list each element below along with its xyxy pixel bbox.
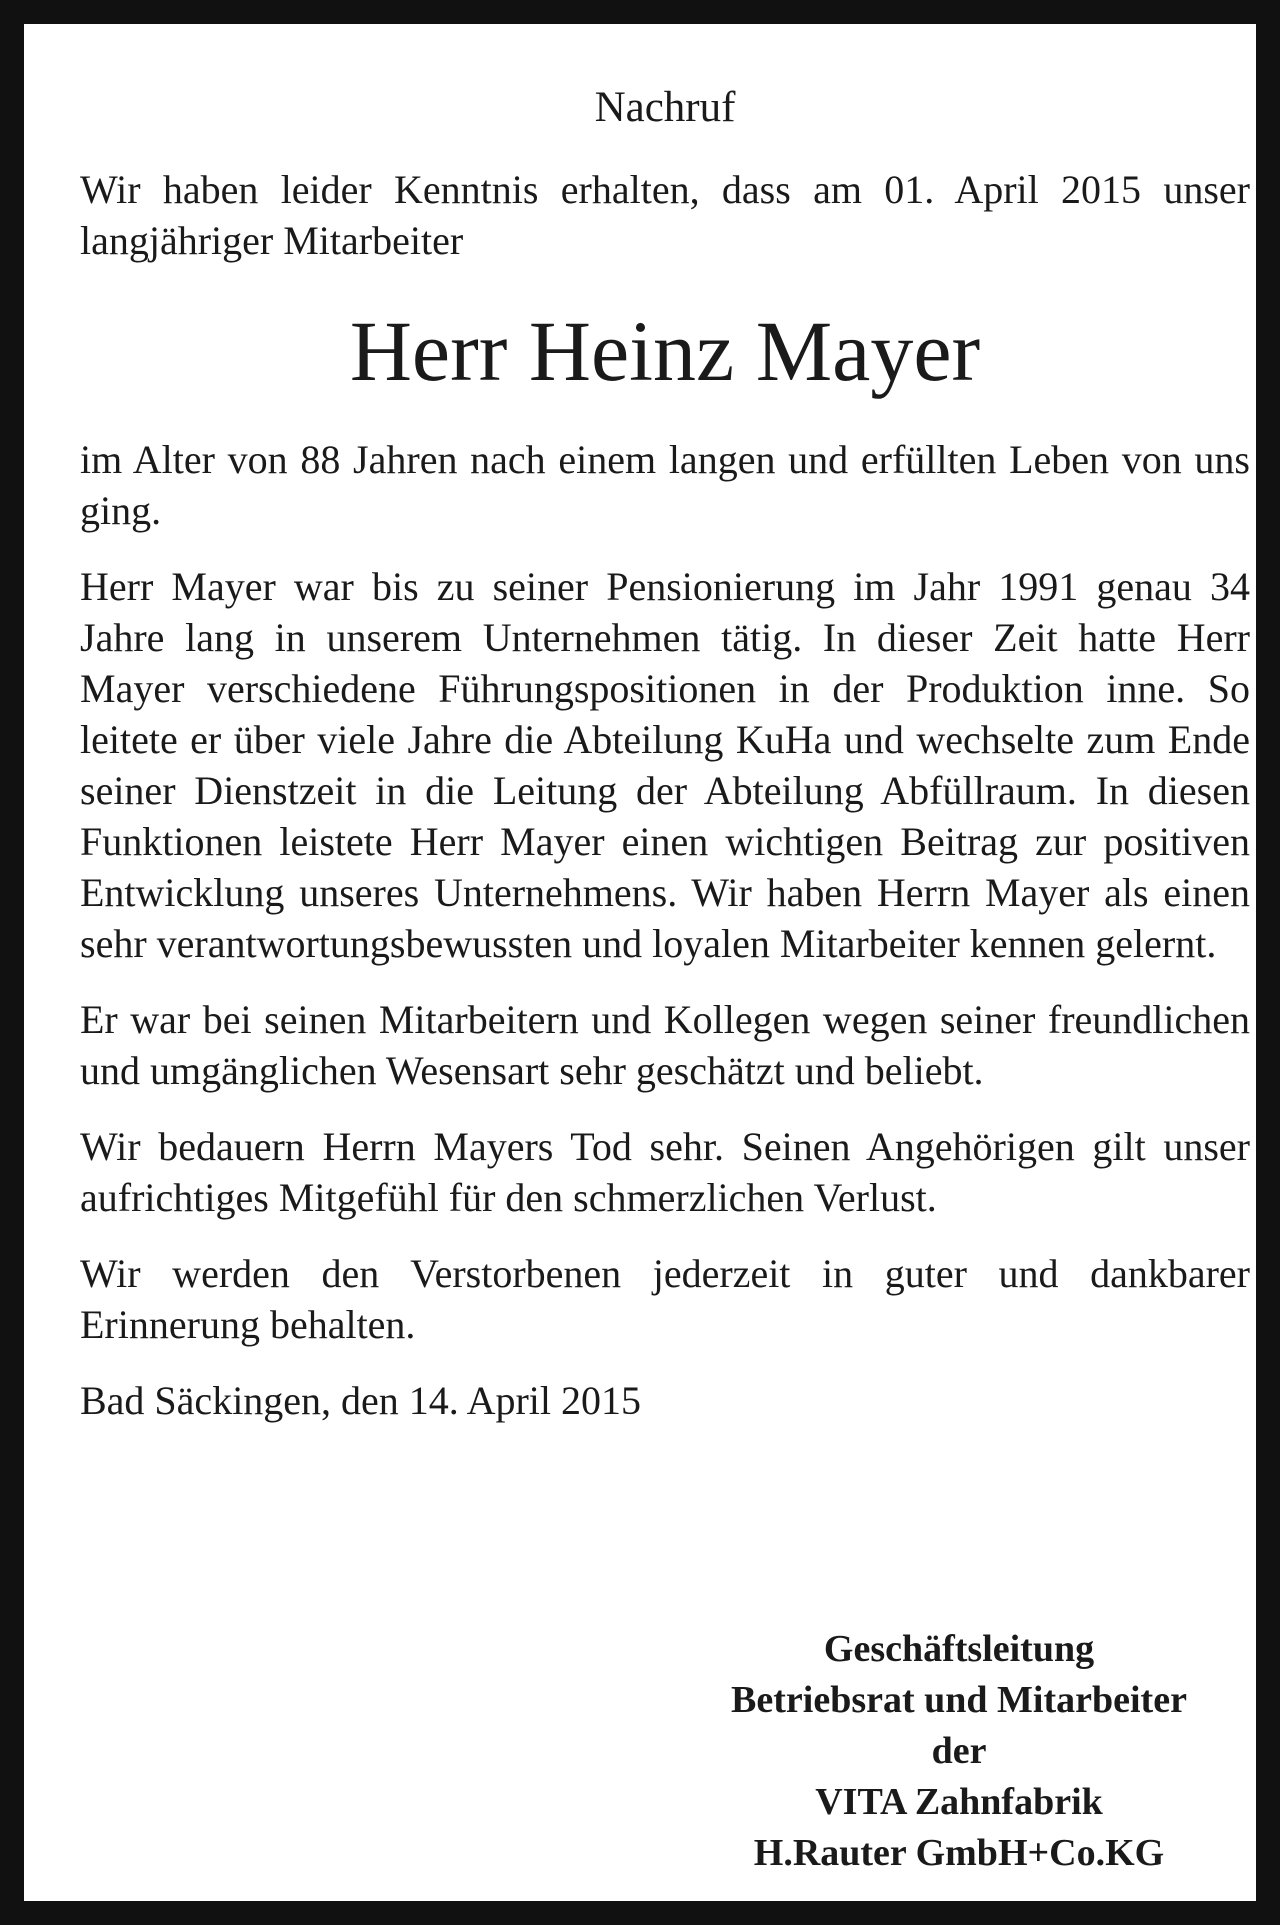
condolence-paragraph: Wir bedauern Herrn Mayers Tod sehr. Seinen Angehörigen gilt unser aufrichtiges Mitgefühl für den schmerzlichen Verlust. — [80, 1124, 1250, 1221]
signature-line: der — [931, 1730, 987, 1772]
signature-line: Geschäftsleitung — [823, 1628, 1095, 1670]
deceased-name: Herr Heinz Mayer — [349, 302, 981, 399]
obituary-heading: Nachruf — [594, 84, 736, 131]
signature-line: VITA Zahnfabrik — [815, 1781, 1103, 1823]
signature-line: H.Rauter GmbH+Co.KG — [753, 1832, 1165, 1874]
obituary-content — [80, 64, 1250, 1426]
remembrance-paragraph: Wir werden den Verstorbenen jederzeit in guter und dankbarer Erinnerung behalten. — [80, 1251, 1250, 1348]
career-paragraph: Herr Mayer war bis zu seiner Pensionierung im Jahr 1991 genau 34 Jahre lang in unserem Unternehmen tätig. In dieser Zeit hatte Herr Mayer verschiedene Führungspositionen in der Produktion inne. So leitete er über viele Jahre die Abteilung KuHa und wechselte zum Ende seiner Dienstzeit in die Leitung der Abteilung Abfüllraum. In diesen Funktionen leistete Herr Mayer einen wichtigen Beitrag zur positiven Entwicklung unseres Unternehmens. Wir haben Herrn Mayer als einen sehr verantwortungsbewussten und loyalen Mitarbeiter kennen gelernt. — [80, 564, 1250, 967]
place-date: Bad Säckingen, den 14. April 2015 — [80, 1378, 642, 1424]
age-paragraph: im Alter von 88 Jahren nach einem langen und erfüllten Leben von uns ging. — [80, 437, 1250, 534]
signature-block — [664, 1624, 1254, 1879]
character-paragraph: Er war bei seinen Mitarbeitern und Kollegen wegen seiner freundlichen und umgänglichen Wesensart sehr geschätzt und beliebt. — [80, 997, 1250, 1094]
signature-line: Betriebsrat und Mitarbeiter — [731, 1679, 1187, 1721]
intro-paragraph: Wir haben leider Kenntnis erhalten, dass am 01. April 2015 unser langjähriger Mitarbeiter — [80, 166, 1250, 263]
